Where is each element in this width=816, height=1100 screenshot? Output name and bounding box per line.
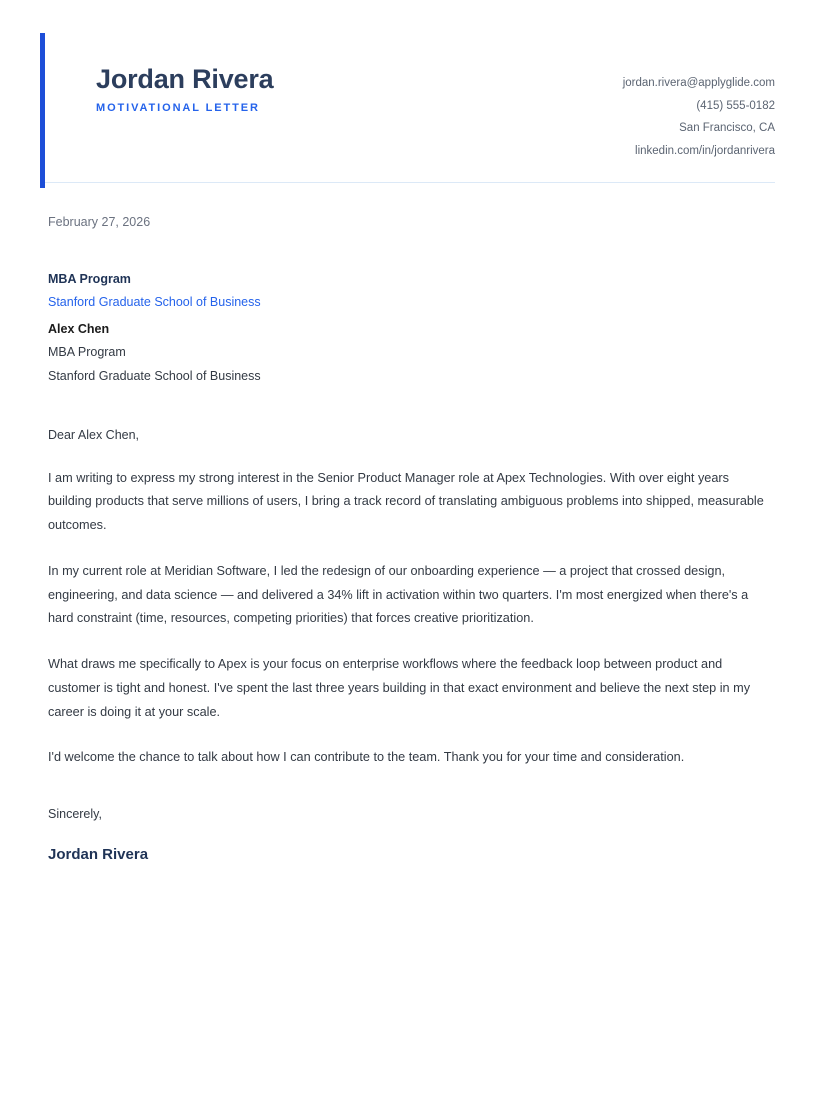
letter-body: [48, 183, 775, 865]
recipient-school-line: Stanford Graduate School of Business: [48, 368, 261, 383]
document-subtitle: MOTIVATIONAL LETTER: [96, 101, 260, 114]
recipient-name: Alex Chen: [48, 322, 110, 337]
body-paragraph-4: I'd welcome the chance to talk about how I can contribute to the team. Thank you for your time and consideration.: [48, 750, 685, 765]
signature-name: Jordan Rivera: [48, 846, 149, 864]
contact-linkedin[interactable]: linkedin.com/in/jordanrivera: [635, 144, 775, 157]
letter-header: [40, 0, 775, 163]
contact-block: [623, 33, 775, 163]
letter-date: February 27, 2026: [48, 214, 151, 229]
body-paragraph-2: In my current role at Meridian Software, I led the redesign of our onboarding experience — a project that crossed design, engineering, and data science — and delivered a 34% lift in activation within two quarters. I'm most energized when there's a hard constraint (time, resources, competing priorities) that forces creative prioritization.: [48, 563, 749, 626]
body-paragraph-1: I am writing to express my strong interest in the Senior Product Manager role at Apex Technologies. With over eight years building products that serve millions of users, I bring a track record of translating ambiguous problems into shipped, measurable outcomes.: [48, 470, 764, 533]
contact-phone[interactable]: (415) 555-0182: [696, 99, 775, 112]
accent-bar: [40, 33, 45, 188]
header-identity: [40, 33, 273, 114]
page-title: Jordan Rivera: [96, 64, 274, 94]
recipient-program: MBA Program: [48, 272, 131, 287]
salutation: Dear Alex Chen,: [48, 427, 140, 442]
contact-location: San Francisco, CA: [679, 122, 775, 135]
closing-line: Sincerely,: [48, 807, 102, 822]
recipient-program-line: MBA Program: [48, 345, 126, 360]
recipient-block: [48, 268, 775, 388]
body-paragraph-3: What draws me specifically to Apex is your focus on enterprise workflows where the feedback loop between product and customer is tight and honest. I've spent the last three years building in that exact environment and believe the next step in my career is doing it at your scale.: [48, 657, 751, 719]
contact-email[interactable]: jordan.rivera@applyglide.com: [622, 77, 775, 89]
recipient-school-link[interactable]: Stanford Graduate School of Business: [48, 295, 261, 310]
